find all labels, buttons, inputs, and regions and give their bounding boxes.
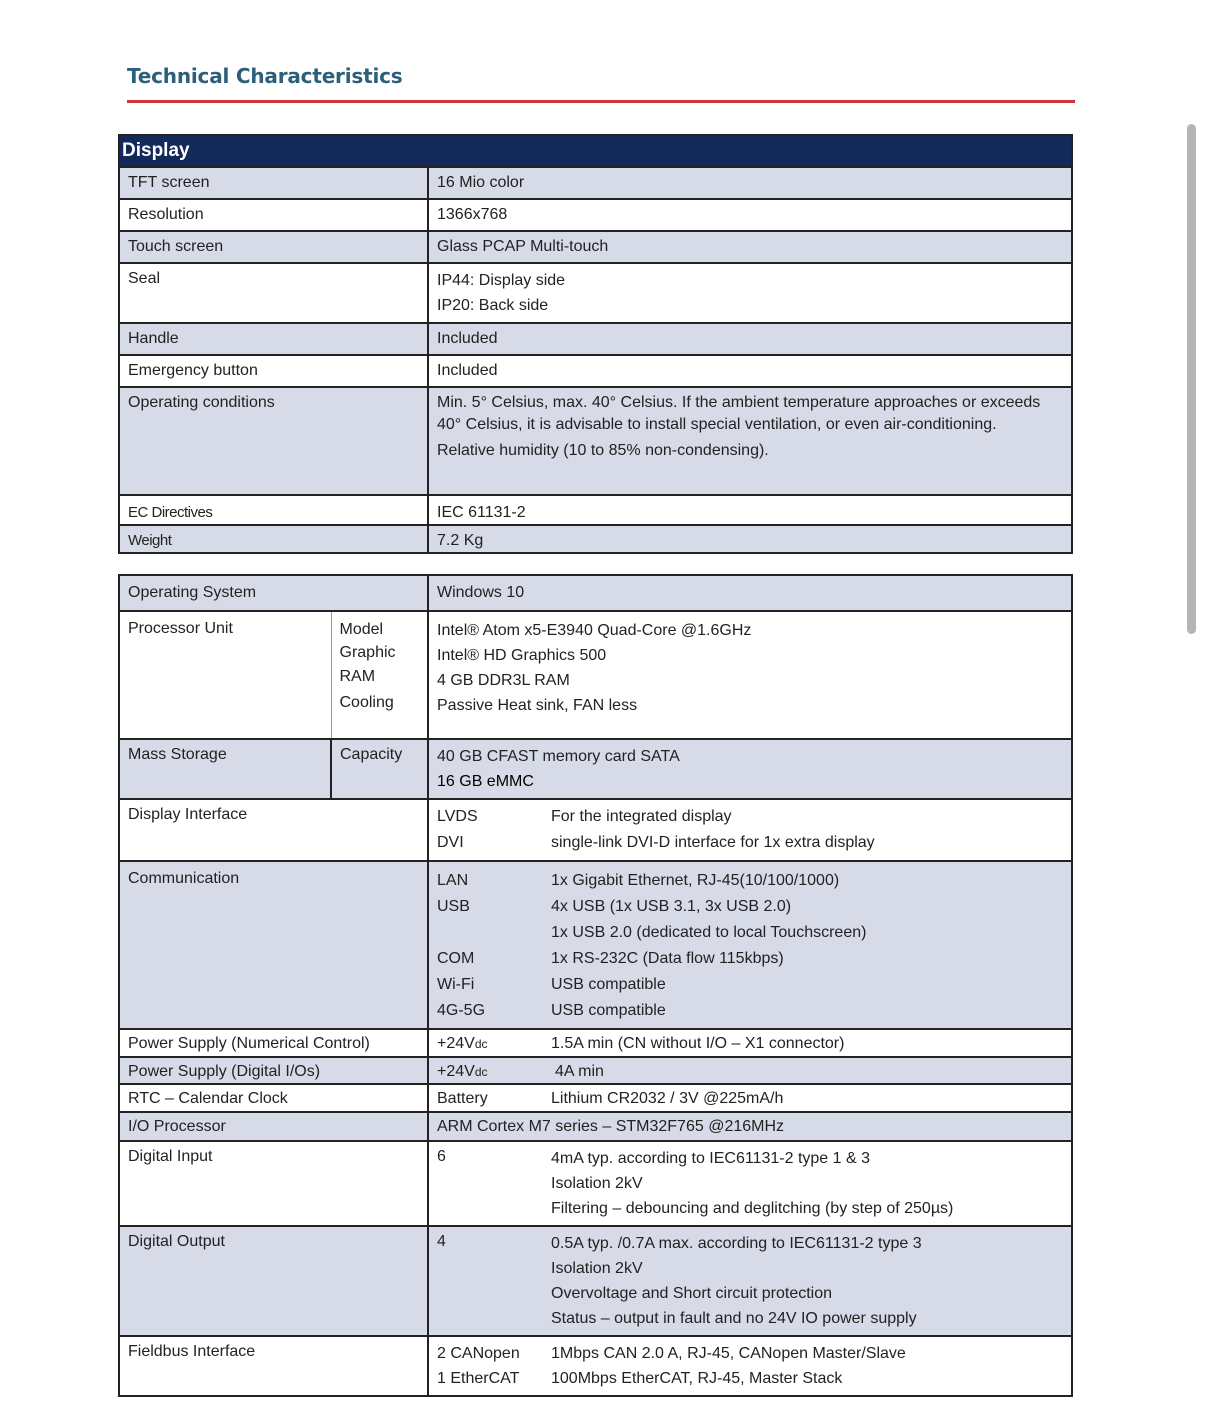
row-value [428, 263, 1072, 323]
table-row [119, 575, 1072, 611]
value-line: 16 GB eMMC [437, 773, 534, 790]
row-value: Included [428, 355, 1072, 387]
value-line: Isolation 2kV [551, 1260, 643, 1277]
table-row [119, 1226, 1072, 1336]
key-line [437, 920, 535, 946]
row-label: Display Interface [119, 799, 428, 861]
key-text: +24V [437, 1063, 475, 1080]
table-row [119, 525, 1072, 553]
row-label: RTC – Calendar Clock [119, 1084, 428, 1112]
row-value: Lithium CR2032 / 3V @225mA/h [543, 1084, 1072, 1112]
value-line: 0.5A typ. /0.7A max. according to IEC61131-2 type 3 [551, 1235, 922, 1252]
row-key: 4 [428, 1226, 543, 1336]
value-line: 1Mbps CAN 2.0 A, RJ-45, CANopen Master/Slave [551, 1345, 906, 1362]
value-line: 40 GB CFAST memory card SATA [437, 748, 680, 765]
row-value: Included [428, 323, 1072, 355]
table-row [119, 1057, 1072, 1084]
page-title: Technical Characteristics [127, 64, 403, 88]
row-key [428, 1029, 543, 1057]
table-row [119, 323, 1072, 355]
value-line: Relative humidity (10 to 85% non-condensing). [437, 442, 769, 459]
row-label: Weight [119, 525, 428, 553]
row-value [428, 739, 1072, 799]
vertical-scrollbar[interactable] [1187, 124, 1196, 634]
row-value: 16 Mio color [428, 167, 1072, 199]
value-line: Filtering – debouncing and deglitching (by step of 250µs) [551, 1200, 954, 1217]
value-line: IP20: Back side [437, 297, 549, 314]
row-values [543, 799, 1072, 861]
key-line: 4G-5G [437, 1002, 486, 1019]
value-line: Isolation 2kV [551, 1175, 643, 1192]
sub-label: Cooling [339, 694, 394, 711]
row-value: Windows 10 [428, 575, 1072, 611]
sub-label: RAM [339, 668, 376, 685]
row-value: 1366x768 [428, 199, 1072, 231]
row-label: Emergency button [119, 355, 428, 387]
key-subscript: dc [474, 1037, 488, 1051]
table-row [119, 1084, 1072, 1112]
value-line: For the integrated display [551, 808, 732, 825]
key-line: Wi-Fi [437, 976, 475, 993]
row-sublabel: Capacity [331, 739, 428, 799]
row-value: ARM Cortex M7 series – STM32F765 @216MHz [428, 1112, 1072, 1141]
row-key: Battery [428, 1084, 543, 1112]
row-label: Digital Output [119, 1226, 428, 1336]
row-label: Seal [119, 263, 428, 323]
value-line: 4mA typ. according to IEC61131-2 type 1 & 3 [551, 1150, 870, 1167]
value-line: 100Mbps EtherCAT, RJ-45, Master Stack [551, 1370, 843, 1387]
key-line: 1 EtherCAT [437, 1370, 520, 1387]
row-key [428, 1057, 543, 1084]
row-keys [428, 799, 543, 861]
key-line: DVI [437, 834, 464, 851]
table-row [119, 1141, 1072, 1226]
table-row [119, 799, 1072, 861]
row-value [428, 387, 1072, 495]
value-line: Passive Heat sink, FAN less [437, 697, 638, 714]
table-row [119, 387, 1072, 495]
row-label: Operating conditions [119, 387, 428, 495]
table-row [119, 739, 1072, 799]
value-line: Status – output in fault and no 24V IO power supply [551, 1310, 917, 1327]
row-value: 4A min [543, 1057, 1072, 1084]
value-line: USB compatible [551, 1002, 666, 1019]
row-label: I/O Processor [119, 1112, 428, 1141]
table-row [119, 861, 1072, 1029]
row-sublabels [331, 611, 428, 739]
key-line: COM [437, 950, 475, 967]
row-label: TFT screen [119, 167, 428, 199]
value-line: 1x Gigabit Ethernet, RJ-45(10/100/1000) [551, 872, 840, 889]
row-label: Communication [119, 861, 428, 1029]
display-spec-table [118, 134, 1073, 554]
value-line: 4 GB DDR3L RAM [437, 672, 570, 689]
value-line: single-link DVI-D interface for 1x extra display [551, 834, 875, 851]
row-keys [428, 1336, 543, 1396]
key-line: LVDS [437, 808, 478, 825]
row-values [543, 861, 1072, 1029]
row-label: Mass Storage [119, 739, 331, 799]
row-value: IEC 61131-2 [428, 495, 1072, 525]
title-divider [127, 100, 1075, 103]
value-line: Intel® Atom x5-E3940 Quad-Core @1.6GHz [437, 622, 752, 639]
sub-label: Model [339, 621, 384, 638]
key-line: 2 CANopen [437, 1345, 520, 1362]
table-row [119, 231, 1072, 263]
row-value: 7.2 Kg [428, 525, 1072, 553]
table-row [119, 1336, 1072, 1396]
row-label: Power Supply (Numerical Control) [119, 1029, 428, 1057]
value-line: Intel® HD Graphics 500 [437, 647, 607, 664]
sub-label: Graphic [339, 644, 396, 661]
row-label: EC Directives [119, 495, 428, 525]
row-label: Digital Input [119, 1141, 428, 1226]
key-text: +24V [437, 1035, 475, 1052]
table-row [119, 495, 1072, 525]
key-line: USB [437, 898, 470, 915]
table-row [119, 1029, 1072, 1057]
value-line: IP44: Display side [437, 272, 566, 289]
system-spec-table [118, 574, 1073, 1397]
table-row [119, 611, 1072, 739]
row-label: Operating System [119, 575, 428, 611]
row-label: Processor Unit [119, 611, 331, 739]
key-line: LAN [437, 872, 469, 889]
row-label: Handle [119, 323, 428, 355]
row-value [428, 611, 1072, 739]
row-value: 1.5A min (CN without I/O – X1 connector) [543, 1029, 1072, 1057]
row-keys [428, 861, 543, 1029]
row-label: Fieldbus Interface [119, 1336, 428, 1396]
value-line: Min. 5° Celsius, max. 40° Celsius. If the ambient temperature approaches or exceeds 40° Celsius, it is advisable to install special ventilation, or even air-conditioning. [437, 394, 1041, 433]
row-label: Touch screen [119, 231, 428, 263]
value-line: Overvoltage and Short circuit protection [551, 1285, 833, 1302]
table-row [119, 199, 1072, 231]
value-line: 4x USB (1x USB 3.1, 3x USB 2.0) [551, 898, 792, 915]
value-line: 1x RS-232C (Data flow 115kbps) [551, 950, 784, 967]
section-header-display: Display [119, 135, 1072, 167]
key-subscript: dc [474, 1065, 488, 1079]
value-line: USB compatible [551, 976, 666, 993]
row-label: Power Supply (Digital I/Os) [119, 1057, 428, 1084]
value-line: 1x USB 2.0 (dedicated to local Touchscreen) [551, 924, 867, 941]
row-value: Glass PCAP Multi-touch [428, 231, 1072, 263]
table-row [119, 167, 1072, 199]
table-row [119, 355, 1072, 387]
row-values [543, 1336, 1072, 1396]
table-row [119, 263, 1072, 323]
row-key: 6 [428, 1141, 543, 1226]
row-values [543, 1226, 1072, 1336]
row-values [543, 1141, 1072, 1226]
row-label: Resolution [119, 199, 428, 231]
table-row [119, 1112, 1072, 1141]
